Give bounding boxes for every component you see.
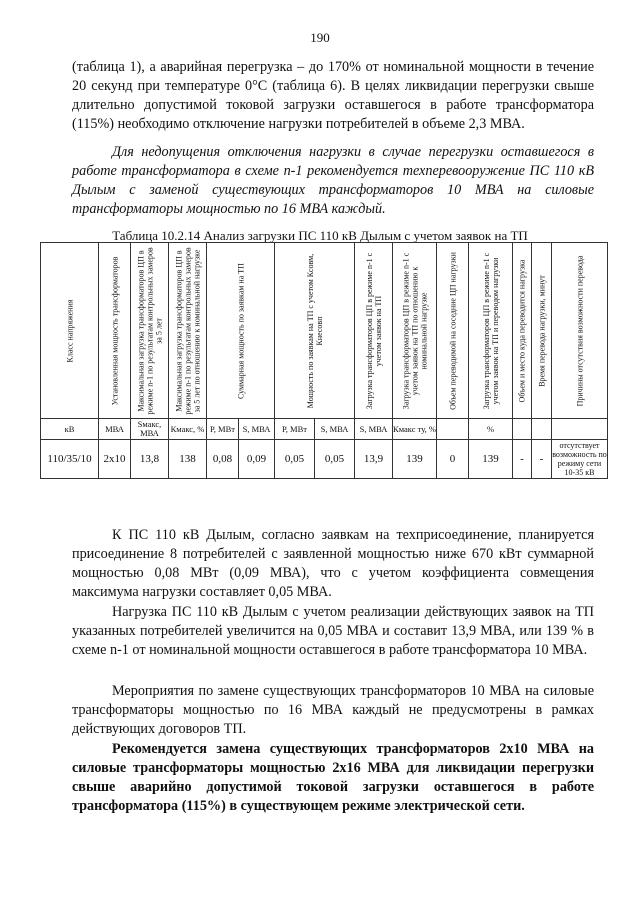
unit-p-coef: P, МВт — [275, 419, 315, 440]
header-max-load-n1: Максимальная загрузка трансформаторов ЦП в режиме n-1 по результатам контрольных замеров за 5 лет — [131, 243, 169, 419]
header-load-after-transfer: Загрузка трансформаторов ЦП в режиме n-1 с учетом заявок на ТП и переводом нагрузки — [469, 243, 513, 419]
header-transfer-time: Время перевода нагрузки, минут — [532, 243, 552, 419]
unit-time — [532, 419, 552, 440]
paragraph-measures: Мероприятия по замене существующих трансформаторов 10 МВА на силовые трансформаторы мощностью по 16 МВА каждый не предусмотрены в рамках действующих договоров ТП. — [72, 683, 594, 737]
paragraph-final-recommendation: Рекомендуется замена существующих трансформаторов 2x10 МВА на силовые трансформаторы мощностью 2x16 МВА для ликвидации перегрузки свыше аварийно допустимой токовой загрузки оставшегося в работе трансформатора (115%) в существующем режиме электрической сети. — [72, 741, 594, 814]
page-number: 190 — [310, 30, 330, 45]
header-load-n1-tp: Загрузка трансформаторов ЦП в режиме n-1 с учетом заявок на ТП — [355, 243, 393, 419]
cell-reason: отсутствует возможность по режиму сети 10-35 кВ — [552, 441, 607, 477]
cell-voltage: 110/35/10 — [41, 440, 99, 479]
unit-s-coef: S, МВА — [315, 419, 355, 440]
paragraph-load-increase: Нагрузка ПС 110 кВ Дылым с учетом реализации действующих заявок на ТП указанных потребителей увеличится на 0,05 МВА и составит 13,9 МВА, или 139 % в схеме n-1 от номинальной мощности оставшегося в работе трансформатора 10 МВА. — [72, 604, 594, 658]
unit-transfer — [437, 419, 469, 440]
unit-s-total: S, МВА — [239, 419, 275, 440]
cell-transfer: 0 — [437, 440, 469, 479]
cell-kmax-tu: 139 — [393, 440, 437, 479]
table-row — [41, 440, 608, 479]
header-load-n1-tp-pct: Загрузка трансформаторов ЦП в режиме n-1 с учетом заявок на ТП по отношению к номинальной нагрузке — [393, 243, 437, 419]
cell-s-total: 0,09 — [239, 440, 275, 479]
cell-smax: 13,8 — [131, 440, 169, 479]
unit-kmax: Кмакс, % — [169, 419, 207, 440]
unit-mva: МВА — [99, 419, 131, 440]
header-row — [41, 243, 608, 419]
header-tp-power-coef: Мощность по заявкам на ТП с учетом Ксовм, Кнесовп — [275, 243, 355, 419]
header-installed-power: Установленная мощность трансформаторов — [99, 243, 131, 419]
header-transfer-place: Объем и место куда переводится нагрузка — [513, 243, 532, 419]
unit-kmax-tu: Кмакс ту, % — [393, 419, 437, 440]
cell-s-coef: 0,05 — [315, 440, 355, 479]
paragraph-recommendation-italic: Для недопущения отключения нагрузки в случае перегрузки оставшегося в работе трансформатора в схеме n-1 рекомендуется техперевооружение ПС 110 кВ Дылым с заменой существующих трансформаторов 10 МВА на силовые трансформаторы мощностью по 16 МВА каждый. — [72, 144, 594, 217]
unit-reason — [552, 419, 608, 440]
cell-p-coef: 0,05 — [275, 440, 315, 479]
cell-installed: 2x10 — [99, 440, 131, 479]
cell-kmax: 138 — [169, 440, 207, 479]
header-transfer-volume: Объем переводимой на соседние ЦП нагрузки — [437, 243, 469, 419]
table-caption: Таблица 10.2.14 Анализ загрузки ПС 110 кВ Дылым с учетом заявок на ТП — [112, 228, 528, 243]
cell-place: - — [513, 440, 532, 479]
load-analysis-table — [40, 242, 608, 479]
paragraph-overload-intro: (таблица 1), а аварийная перегрузка – до 170% от номинальной мощности в течение 20 секунд при температуре 0°С (таблица 6). В целях ликвидации перегрузки свыше длительно допустимой токовой загрузки оставшегося в работе трансформатора (115%) необходимо отключение нагрузки потребителей в объеме 2,3 МВА. — [72, 59, 594, 132]
cell-load-after: 139 — [469, 440, 513, 479]
cell-time: - — [532, 440, 552, 479]
cell-p-total: 0,08 — [207, 440, 239, 479]
header-reasons: Причины отсутствия возможности перевода — [552, 243, 608, 419]
units-row — [41, 419, 608, 440]
unit-kv: кВ — [41, 419, 99, 440]
unit-p-total: P, МВт — [207, 419, 239, 440]
unit-s-load: S, МВА — [355, 419, 393, 440]
paragraph-connections: К ПС 110 кВ Дылым, согласно заявкам на техприсоединение, планируется присоединение 8 потребителей с заявленной мощностью ниже 670 кВт суммарной мощностью 0,08 МВт (0,09 МВА), что с учетом коэффициента совмещения максимума нагрузки составляет 0,05 МВА. — [72, 527, 594, 600]
cell-s-load: 13,9 — [355, 440, 393, 479]
unit-smax: Sмакс, МВА — [131, 419, 169, 440]
header-max-load-pct: Максимальная загрузка трансформаторов ЦП в режиме n-1 по результатам контрольных замеров за 5 лет по отношению к номинальной нагрузке — [169, 243, 207, 419]
header-total-tp-power: Суммарная мощность по заявкам на ТП — [207, 243, 275, 419]
unit-pct: % — [469, 419, 513, 440]
header-voltage-class: Класс напряжения — [41, 243, 99, 419]
unit-place — [513, 419, 532, 440]
